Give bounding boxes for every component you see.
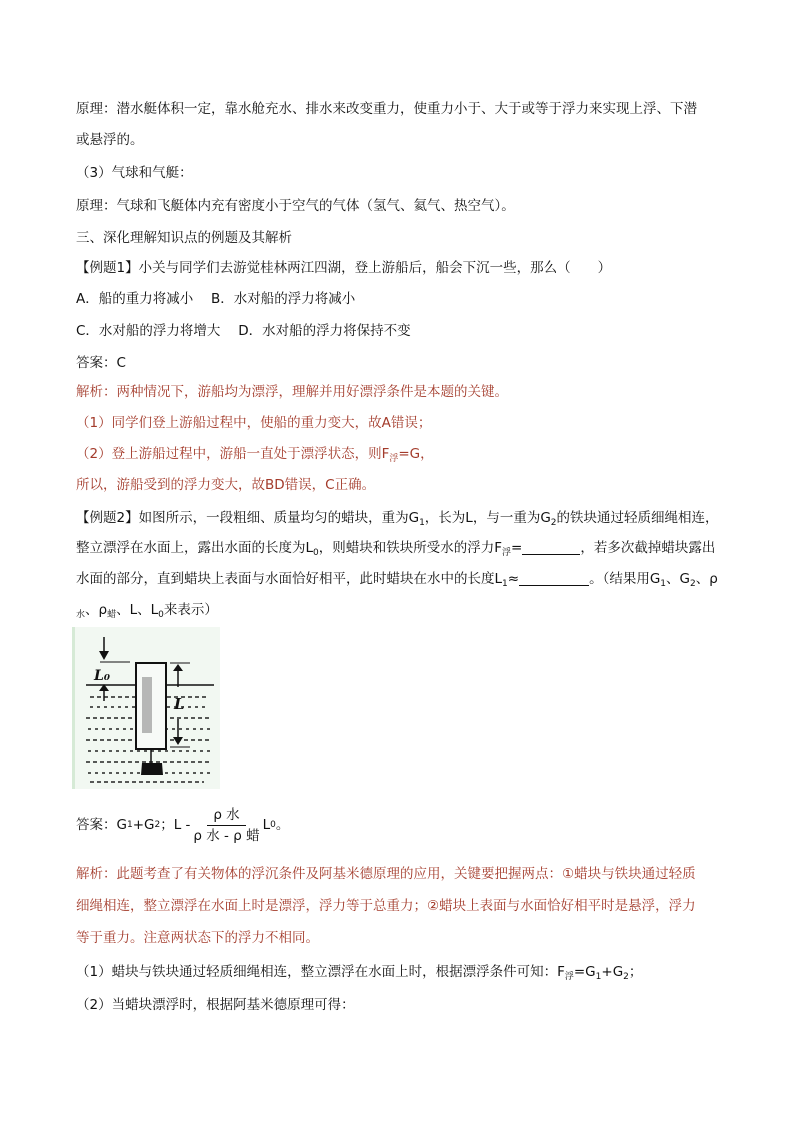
analysis-line: 解析：两种情况下，游船均为漂浮，理解并用好漂浮条件是本题的关键。 [76, 384, 508, 400]
svg-text:L: L [174, 695, 185, 713]
analysis-line: （2）登上游船过程中，游船一直处于漂浮状态，则$F_浮=G$， [76, 446, 434, 464]
analysis-line: 细绳相连，整立漂浮在水面上时是漂浮，浮力等于总重力；②蜡块上表面与水面恰好相平时是悬浮，浮力 [76, 898, 696, 914]
text-line: 原理：气球和飞艇体内充有密度小于空气的气体（氢气、氦气、热空气）。 [76, 198, 515, 214]
example-2-question: $_水$、$\rho_蜡$、L、$L_0$来表示） [76, 602, 218, 620]
answer-2-line: 答案：G 1 +G 2 ；L - $\frac{\text{ρ 水}}{\text{ρ 水 - ρ 蜡}}$ L 0 。 [76, 806, 290, 844]
analysis-line: （1）同学们登上游船过程中，使船的重力变大，故A错误； [76, 415, 432, 431]
analysis-line: 所以，游船受到的浮力变大，故BD错误，C正确。 [76, 477, 376, 493]
example-2-question: 【例题2】如图所示，一段粗细、质量均匀的蜡块，重为$G_1$，长为L，与一重为$G_2$的铁块通过轻质细绳相连， [76, 510, 719, 528]
analysis-line: 等于重力。注意两状态下的浮力不相同。 [76, 930, 319, 946]
text-line: （2）当蜡块漂浮时，根据阿基米德原理可得： [76, 997, 355, 1013]
option-line: A．船的重力将减小 B．水对船的浮力将减小 [76, 291, 356, 307]
section-heading: 三、深化理解知识点的例题及其解析 [76, 230, 292, 246]
text-line: 原理：潜水艇体积一定，靠水舱充水、排水来改变重力，使重力小于、大于或等于浮力来实现上浮、下潜 [76, 101, 697, 117]
answer-fraction: $\frac{\text{ρ 水}}{\text{ρ 水 - ρ 蜡}}$ [193, 806, 260, 844]
text-line: （1）蜡块与铁块通过轻质细绳相连，整立漂浮在水面上时，根据漂浮条件可知：$F_浮=G_1+G_2$； [76, 964, 643, 982]
option-line: C．水对船的浮力将增大 D．水对船的浮力将保持不变 [76, 323, 411, 339]
wax-block-figure [72, 627, 220, 789]
text-line: 或悬浮的。 [76, 132, 144, 148]
answer-line: 答案：C [76, 355, 126, 371]
analysis-line: 解析：此题考查了有关物体的浮沉条件及阿基米德原理的应用，关键要把握两点：①蜡块与铁块通过轻质 [76, 866, 696, 882]
svg-text:L₀: L₀ [94, 668, 110, 684]
example-2-question: 整立漂浮在水面上，露出水面的长度为$L_0$，则蜡块和铁块所受水的浮力$F_浮=$ ，若多次截掉蜡块露出 [76, 540, 716, 558]
example-2-question: 水面的部分，直到蜡块上表面与水面恰好相平，此时蜡块在水中的长度$L_1\approx$ 。（结果用$G_1$、$G_2$、ρ [76, 571, 718, 589]
answer-blank[interactable] [519, 571, 589, 586]
example-1-question: 【例题1】小关与同学们去游觉桂林两江四湖，登上游船后，船会下沉一些，那么（ ） [76, 260, 612, 276]
answer-blank[interactable] [522, 540, 580, 555]
iron-block [141, 763, 163, 775]
text-line: （3）气球和气艇： [76, 165, 193, 181]
